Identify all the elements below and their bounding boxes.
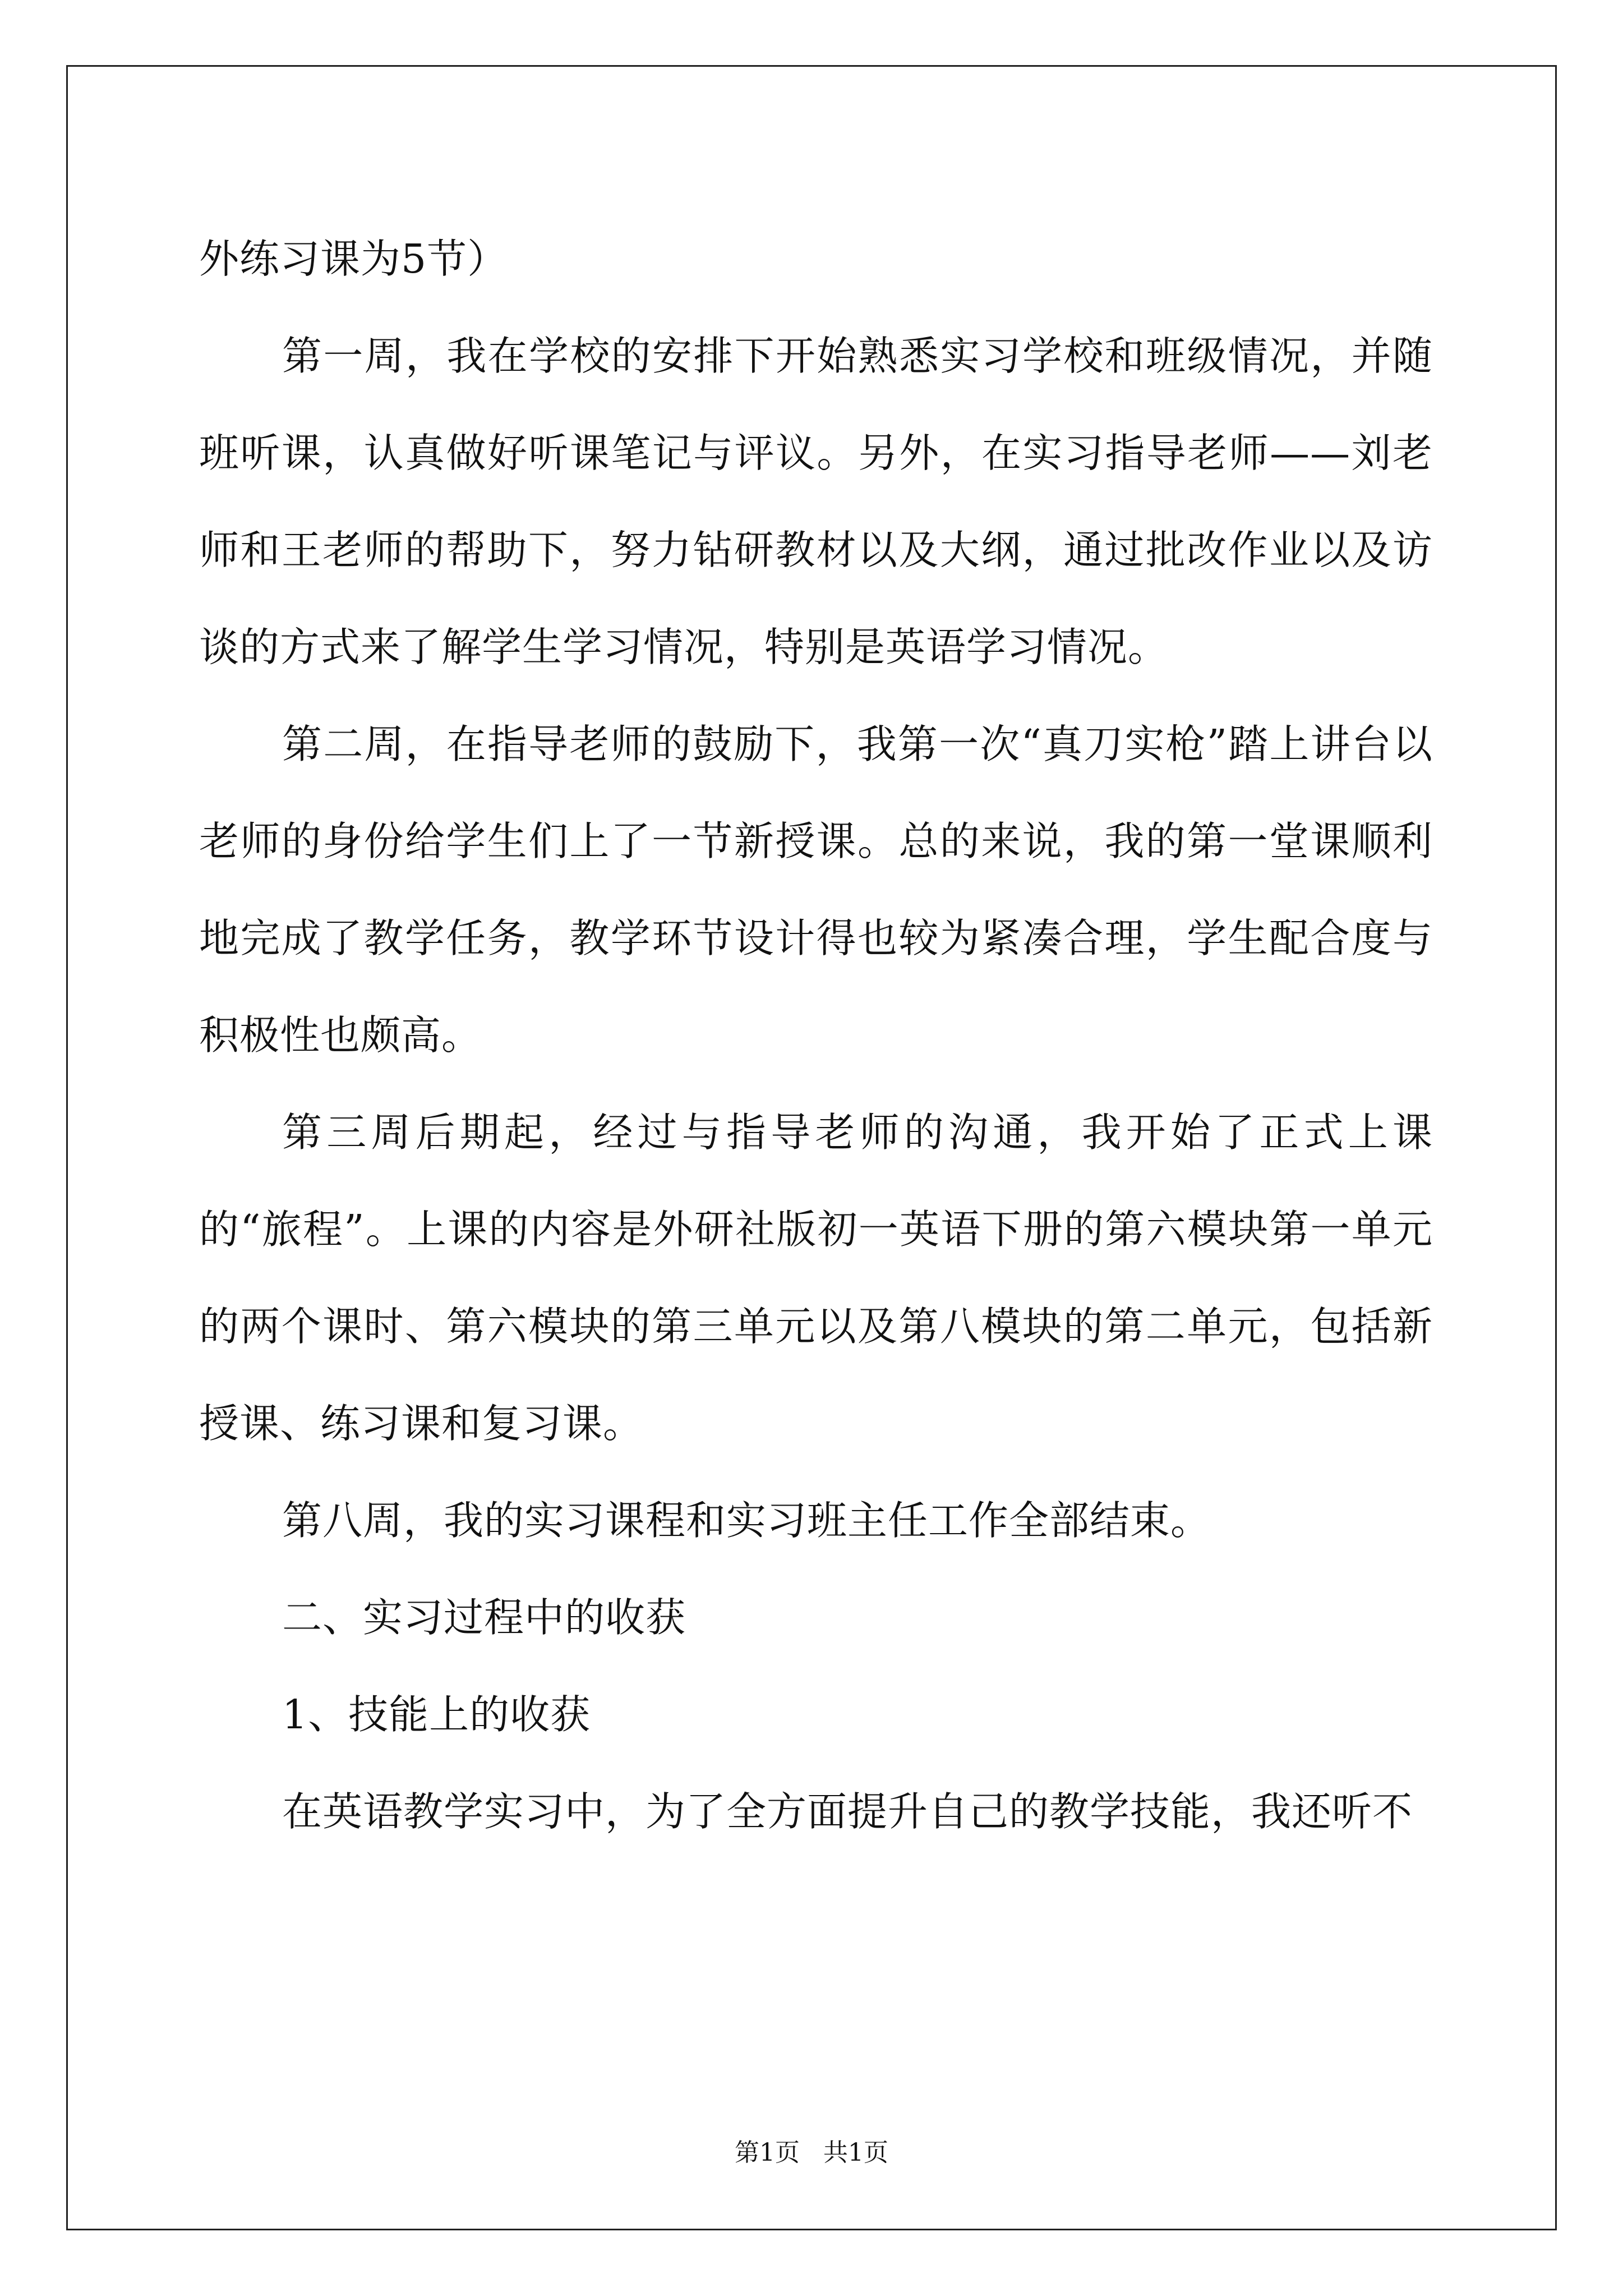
page-number: 第1页 (735, 2138, 800, 2167)
paragraph-week-two: 第二周，在指导老师的鼓励下，我第一次“真刀实枪”踏上讲台以老师的身份给学生们上了一节新授课。总的来说，我的第一堂课顺利地完成了教学任务，教学环节设计得也较为紧凑合理，学生配合度与积极性也颇高。 (199, 721, 1433, 1059)
paragraph-skills: 在英语教学实习中，为了全方面提升自己的教学技能，我还听不 (282, 1788, 1413, 1835)
paragraph-week-three: 第三周后期起，经过与指导老师的沟通，我开始了正式上课的“旅程”。上课的内容是外研社版初一英语下册的第六模块第一单元的两个课时、第六模块的第三单元以及第八模块的第二单元，包括新授课、练习课和复习课。 (199, 1109, 1433, 1447)
paragraph-continuation: 外练习课为5节） (199, 236, 508, 282)
subsection-heading: 1、技能上的收获 (282, 1691, 591, 1738)
paragraph-week-one: 第一周，我在学校的安排下开始熟悉实习学校和班级情况，并随班听课，认真做好听课笔记与评议。另外，在实习指导老师——刘老师和王老师的帮助下，努力钻研教材以及大纲，通过批改作业以及访谈的方式来了解学生学习情况，特别是英语学习情况。 (199, 333, 1433, 670)
page-footer (0, 2136, 1623, 2170)
section-heading: 二、实习过程中的收获 (282, 1594, 686, 1641)
paragraph-week-eight: 第八周，我的实习课程和实习班主任工作全部结束。 (282, 1497, 1211, 1544)
page-total: 共1页 (823, 2138, 888, 2167)
document-body (199, 210, 1433, 1860)
